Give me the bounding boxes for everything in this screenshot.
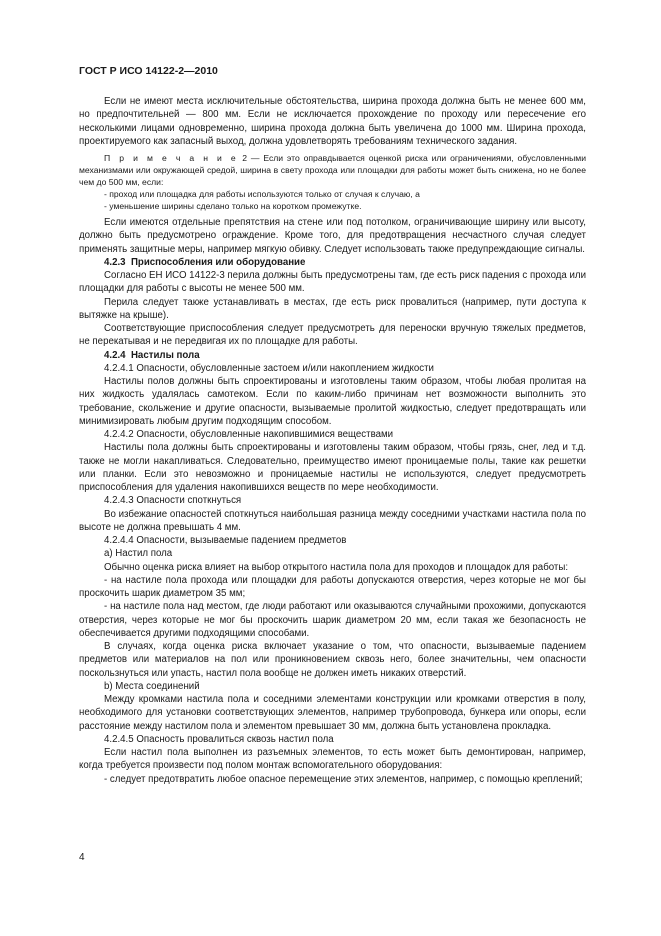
subheading-4-2-4-2: 4.2.4.2 Опасности, обусловленные накопившимися веществами (104, 429, 394, 440)
heading-title: Настилы пола (130, 349, 200, 361)
paragraph: Перила следует также устанавливать в местах, где есть риск провалиться (например, пути доступа к вытяжке на крыше). (79, 296, 586, 321)
paragraph: Согласно ЕН ИСО 14122-3 перила должны быть предусмотрены там, где есть риск падения с прохода или площадки для работы с высоты не менее 500 мм. (79, 270, 586, 295)
list-item: - на настиле пола прохода или площадки для работы допускаются отверстия, через которые не мог бы проскочить шарик диаметром 35 мм; (79, 574, 586, 599)
note-list-item: - проход или площадка для работы используются только от случая к случаю, а (104, 189, 420, 199)
heading-4-2-4 (79, 349, 586, 362)
paragraph: В случаях, когда оценка риска включает указание о том, что опасности, вызываемые падением предметов или материалов на пол или проникновением сквозь него, более значительны, чем опасности поскользнуться или упасть, настил пола вообще не должен иметь никаких отверстий. (79, 641, 586, 679)
list-item: - на настиле пола над местом, где люди работают или оказываются случайными прохожими, допускаются отверстия, через которые не мог бы проскочить шарик диаметром 20 мм, если такая же безопасность не обеспечивается другими подходящими способами. (79, 601, 586, 639)
paragraph: Если имеются отдельные препятствия на стене или под потолком, ограничивающие ширину или высоту, должно быть предусмотрено ограждение. Кроме того, для предотвращения несчастного случая следует применять защитные меры, например мягкую обивку. Следует использовать также предупреждающие сигналы. (79, 217, 586, 255)
note-2 (79, 152, 586, 188)
paragraph: Соответствующие приспособления следует предусмотреть для переноски вручную тяжелых предметов, не перекатывая и не передвигая их по площадке для работы. (79, 323, 586, 348)
heading-number: 4.2.4 (104, 349, 126, 361)
heading-title: Приспособления или оборудование (130, 256, 306, 268)
page-number: 4 (79, 852, 85, 863)
note-text: 2 — Если это оправдывается оценкой риска или ограничениями, обусловленными механизмами или окружающей средой, ширина в свету прохода или площадки для работы может быть снижена, но не более чем до 500 мм, если: (79, 153, 586, 187)
subheading-4-2-4-3: 4.2.4.3 Опасности споткнуться (104, 495, 242, 507)
paragraph: Если не имеют места исключительные обстоятельства, ширина прохода должна быть не менее 600 мм, но предпочтительней — 800 мм. Если не исключается прохождение по проходу или пересечение его несколькими лицами одновременно, ширина прохода должна быть увеличена до 1000 мм. Ширина прохода, проектируемого как запасный выход, должна удовлетворять требованиям технического задания. (79, 96, 586, 147)
subheading-b: b) Места соединений (104, 680, 200, 692)
subheading-a: а) Настил пола (104, 548, 173, 560)
subheading-4-2-4-4: 4.2.4.4 Опасности, вызываемые падением предметов (104, 535, 347, 546)
subheading-4-2-4-1: 4.2.4.1 Опасности, обусловленные застоем и/или накоплением жидкости (104, 362, 434, 374)
page-body (79, 95, 586, 786)
paragraph: Обычно оценка риска влияет на выбор открытого настила пола для проходов и площадок для работы: (104, 561, 569, 573)
paragraph: Между кромками настила пола и соседними элементами конструкции или кромками отверстия в полу, необходимого для установки соответствующих элементов, например трубопровода, бункера или опоры, если расстояние между настилом пола и элементом превышает 30 мм, должна быть установлена прокладка. (79, 694, 586, 732)
document-header: ГОСТ Р ИСО 14122-2—2010 (79, 65, 218, 77)
note-label: П р и м е ч а н и е (104, 153, 239, 163)
paragraph: Настилы полов должны быть спроектированы и изготовлены таким образом, чтобы любая пролитая на них жидкость удалялась самотеком. Если по каким-либо причинам нет возможности выполнить это требование, скольжение и другие опасности, вызываемые пролитой жидкостью, следует предотвращать или минимизировать любым другим подходящим способом. (79, 376, 586, 427)
paragraph: Во избежание опасностей споткнуться наибольшая разница между соседними участками настила пола по высоте не должна превышать 4 мм. (79, 508, 586, 533)
paragraph: Если настил пола выполнен из разъемных элементов, то есть может быть демонтирован, например, когда требуется произвести под полом монтаж вспомогательного оборудования: (79, 747, 586, 772)
note-list-item: - уменьшение ширины сделано только на коротком промежутке. (104, 201, 362, 211)
paragraph: Настилы пола должны быть спроектированы и изготовлены таким образом, чтобы грязь, снег, лед и т.д. также не могли накапливаться. Следовательно, преимущество имеют проницаемые полы, такие как решетки или планки. Если это невозможно и проницаемые настилы не используются, следует предусмотреть приспособления для удаления накопившихся веществ по мере необходимости. (79, 442, 586, 493)
list-item: - следует предотвратить любое опасное перемещение этих элементов, например, с помощью креплений; (104, 773, 583, 785)
heading-4-2-3 (79, 256, 586, 269)
heading-number: 4.2.3 (104, 256, 126, 268)
subheading-4-2-4-5: 4.2.4.5 Опасность провалиться сквозь настил пола (104, 733, 334, 745)
